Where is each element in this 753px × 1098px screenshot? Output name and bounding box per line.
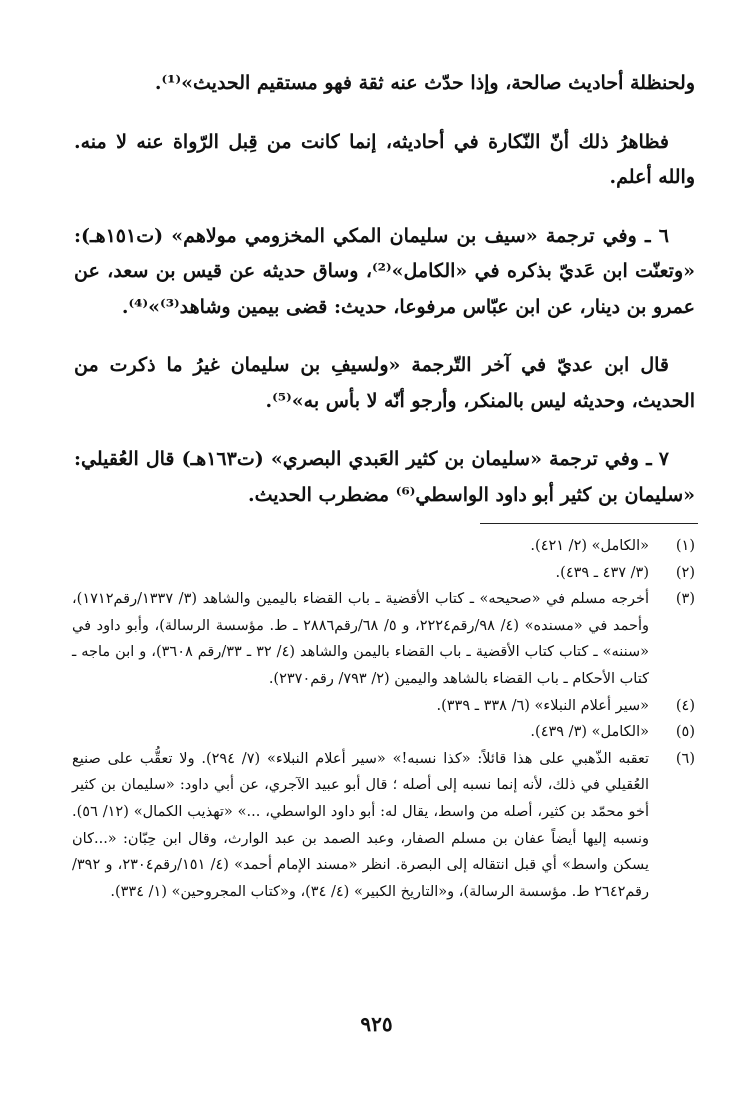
paragraph-1: ولحنظلة أحاديث صالحة، وإذا حدّث عنه ثقة فهو مستقيم الحديث»⁽¹⁾. [154, 72, 695, 94]
paragraph-4: قال ابن عديّ في آخر التّرجمة «ولسيفِ بن سليمان غيرُ ما ذكرت من الحديث، وحديثه ليس بالمنكر، وأرجو أنّه لا بأس به»⁽⁵⁾. [74, 354, 695, 412]
footnote-text: تعقبه الذّهبي على هذا قائلاً: «كذا نسبه!» «سير أعلام النبلاء» (٧/ ٢٩٤). ولا تعقُّب على صنيع العُقيلي في ذلك، لأنه إنما نسبه إلى أصله ؛ قال أبو عبيد الآجري، عن أبي داود: «سليمان بن كثير أخو محمّد بن كثير، أصله من واسط، يقال له: أبو داود الواسطي، ...» «تهذيب الكمال» (١٢/ ٥٦). ونسبه إليها أيضاً عفان بن مسلم الصفار، وعبد الصمد بن عبد الوارث، وقال ابن حِبّان: «...كان يسكن واسط» أي قبل انتقاله إلى البصرة. انظر «مسند الإمام أحمد» (٤/ ١٥١/رقم٢٣٠٤، و ٣٩٢/ رقم٢٦٤٢ ط. مؤسسة الرسالة)، و«التاريخ الكبير» (٤/ ٣٤)، و«كتاب المجروحين» (١/ ٣٣٤). [72, 750, 649, 900]
footnote-6 [72, 746, 695, 906]
footnote-text: «الكامل» (٣/ ٤٣٩). [530, 724, 649, 741]
footnote-number: (٦) [675, 750, 695, 767]
main-text [74, 66, 695, 536]
footnotes [72, 533, 695, 905]
footnote-text: أخرجه مسلم في «صحيحه» ـ كتاب الأقضية ـ باب القضاء باليمين والشاهد (٣/ ١٣٣٧/رقم١٧١٢)، وأحمد في «مسنده» (٤/ ٩٨/رقم٢٢٢٤، و ٥/ ٦٨/رقم٢٨٨٦ ـ ط. مؤسسة الرسالة)، وأبو داود في «سننه» ـ كتاب كتاب الأقضية ـ باب القضاء باليمن والشاهد (٤/ ٣٢ ـ ٣٣/رقم ٣٦٠٨)، و ابن ماجه ـ كتاب الأحكام ـ باب القضاء بالشاهد واليمين (٢/ ٧٩٣/ رقم٢٣٧٠). [72, 591, 650, 687]
footnote-number: (٣) [675, 591, 695, 608]
paragraph-3: ٦ ـ وفي ترجمة «سيف بن سليمان المكي المخزومي مولاهم» (ت١٥١هـ): «وتعنّت ابن عَديّ بذكره في «الكامل»⁽²⁾، وساق حديثه عن قيس بن سعد، عن عمرو بن دينار، عن ابن عبّاس مرفوعا، حديث: قضى بيمين وشاهد⁽³⁾»⁽⁴⁾. [74, 224, 695, 318]
footnote-3 [72, 586, 695, 692]
footnote-2 [72, 560, 695, 587]
footnote-text: (٣/ ٤٣٧ ـ ٤٣٩). [555, 564, 649, 581]
footnote-number: (٢) [675, 564, 695, 581]
footnote-1 [72, 533, 695, 560]
footnote-number: (٤) [675, 697, 695, 714]
footnote-separator [480, 523, 698, 524]
footnote-text: «الكامل» (٢/ ٤٢١). [530, 538, 649, 554]
footnote-4 [72, 693, 695, 720]
footnote-number: (٥) [675, 724, 695, 741]
page-number: ٩٢٥ [360, 1012, 393, 1036]
paragraph-2: فظاهرُ ذلك أنّ النّكارة في أحاديثه، إنما كانت من قِبل الرّواة عنه لا منه. والله أعلم. [74, 130, 695, 188]
footnote-number: (١) [675, 538, 695, 554]
paragraph-5: ٧ ـ وفي ترجمة «سليمان بن كثير العَبدي البصري» (ت١٦٣هـ) قال العُقيلي: «سليمان بن كثير أبو داود الواسطي⁽⁶⁾ مضطرب الحديث. [74, 448, 695, 506]
footnote-5 [72, 719, 695, 746]
footnote-text: «سير أعلام النبلاء» (٦/ ٣٣٨ ـ ٣٣٩). [436, 697, 649, 714]
